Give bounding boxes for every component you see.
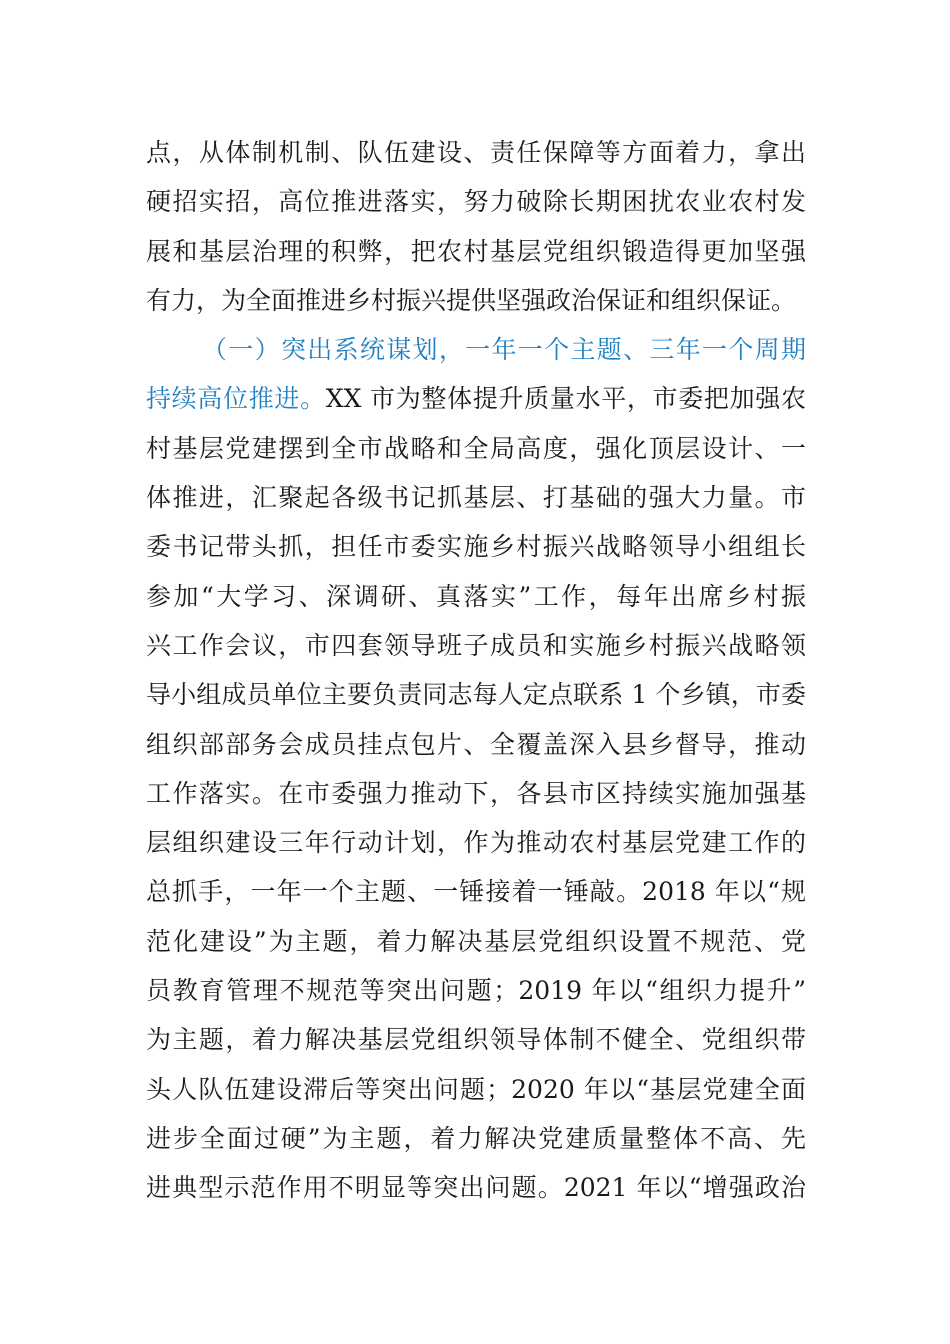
text-line: 委书记带头抓，担任市委实施乡村振兴战略领导小组组长 xyxy=(146,532,806,562)
text-line: 头人队伍建设滞后等突出问题；2020 年以“基层党建全面 xyxy=(146,1074,806,1104)
text-line: 体推进，汇聚起各级书记抓基层、打基础的强大力量。市 xyxy=(146,483,806,513)
text-line: 总抓手，一年一个主题、一锤接着一锤敲。2018 年以“规 xyxy=(146,877,806,907)
text-line: 兴工作会议，市四套领导班子成员和实施乡村振兴战略领 xyxy=(146,630,806,660)
text-line: 硬招实招，高位推进落实，努力破除长期困扰农业农村发 xyxy=(146,187,806,217)
text-line: 层组织建设三年行动计划，作为推动农村基层党建工作的 xyxy=(146,828,806,858)
text-line: 导小组成员单位主要负责同志每人定点联系 1 个乡镇，市委 xyxy=(146,680,806,710)
text-line: 工作落实。在市委强力推动下，各县市区持续实施加强基 xyxy=(146,778,806,808)
document-body xyxy=(146,128,806,1213)
section-heading: （一）突出系统谋划，一年一个主题、三年一个周期 xyxy=(202,335,806,365)
text-line: 村基层党建摆到全市战略和全局高度，强化顶层设计、一 xyxy=(146,433,806,463)
text-line: 有力，为全面推进乡村振兴提供坚强政治保证和组织保证。 xyxy=(146,285,797,315)
text-span: XX 市为整体提升质量水平，市委把加强农 xyxy=(325,384,806,414)
text-line: 进典型示范作用不明显等突出问题。2021 年以“增强政治 xyxy=(146,1173,806,1203)
text-line: 展和基层治理的积弊，把农村基层党组织锻造得更加坚强 xyxy=(146,236,806,266)
text-line: 进步全面过硬”为主题，着力解决党建质量整体不高、先 xyxy=(146,1123,806,1153)
section-heading-continued: 持续高位推进。 xyxy=(146,384,326,414)
text-line: 点，从体制机制、队伍建设、责任保障等方面着力，拿出 xyxy=(146,138,806,167)
text-line: 员教育管理不规范等突出问题；2019 年以“组织力提升” xyxy=(146,976,806,1006)
text-line: 组织部部务会成员挂点包片、全覆盖深入县乡督导，推动 xyxy=(146,729,806,759)
text-line: 为主题，着力解决基层党组织领导体制不健全、党组织带 xyxy=(146,1025,806,1055)
text-line: 参加“大学习、深调研、真落实”工作，每年出席乡村振 xyxy=(146,581,806,611)
text-line: 范化建设”为主题，着力解决基层党组织设置不规范、党 xyxy=(146,926,806,956)
text-line-mixed xyxy=(146,374,806,423)
